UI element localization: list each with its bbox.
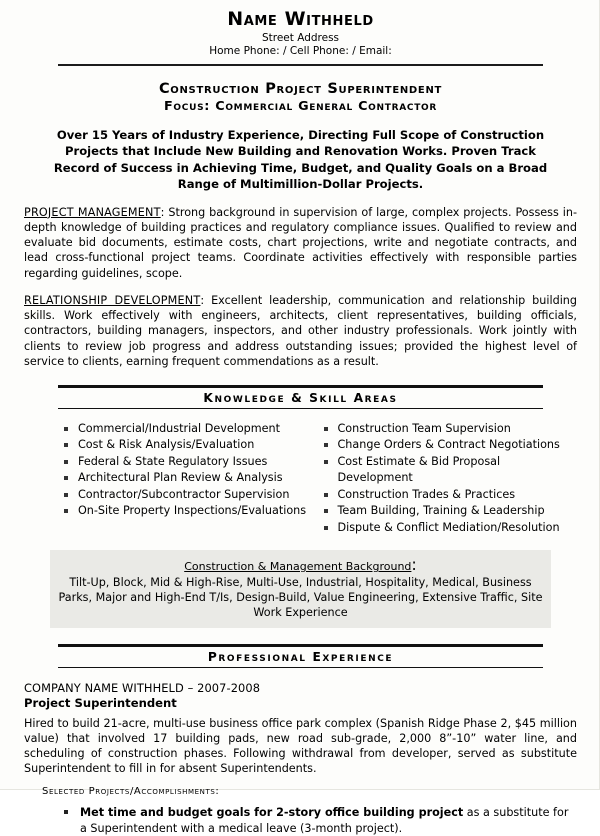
list-item: Cost Estimate & Bid Proposal Development bbox=[318, 454, 568, 487]
selected-projects-label: Selected Projects/Accomplishments: bbox=[24, 786, 577, 797]
list-item: Commercial/Industrial Development bbox=[58, 421, 308, 437]
section-header-band bbox=[58, 644, 543, 668]
accomplishment-highlight: Met time and budget goals for 2-story office building project bbox=[80, 806, 463, 819]
section-title: Professional Experience bbox=[58, 650, 543, 664]
summary-statement: Over 15 Years of Industry Experience, Directing Full Scope of Construction Projects that Include New Building and Renovation Works. Proven Track Record of Success in Achieving Time, Budget, and Quality Goals on a Broad Range of Multimillion-Dollar Projects. bbox=[42, 127, 559, 193]
job-description: Hired to build 21-acre, multi-use business office park complex (Spanish Ridge Phase 2, $45 million value) that involved 17 building pads, new road sub-grade, 2,000 8”-10” water line, and scheduling of construction phases. Following withdrawal from developer, served as substitute Superintendent to fill in for absent Superintendents. bbox=[24, 716, 577, 777]
job-title: Project Superintendent bbox=[24, 696, 577, 710]
section-title: Knowledge & Skill Areas bbox=[58, 391, 543, 405]
background-box-title: Construction & Management Background bbox=[184, 560, 411, 573]
accomplishments-list bbox=[24, 805, 577, 836]
skills-columns bbox=[24, 421, 577, 536]
company-name-and-dates: COMPANY NAME WITHHELD – 2007-2008 bbox=[24, 681, 577, 695]
list-item bbox=[60, 805, 577, 836]
paragraph-project-management bbox=[24, 205, 577, 281]
background-box-heading bbox=[58, 555, 543, 574]
background-box-colon: : bbox=[411, 555, 416, 574]
list-item: Architectural Plan Review & Analysis bbox=[58, 470, 308, 486]
list-item: Contractor/Subcontractor Supervision bbox=[58, 487, 308, 503]
skills-column-right bbox=[308, 421, 568, 536]
list-item: Federal & State Regulatory Issues bbox=[58, 454, 308, 470]
resume-header bbox=[24, 9, 577, 66]
paragraph-lead-label: RELATIONSHIP DEVELOPMENT bbox=[24, 294, 200, 307]
paragraph-relationship-development bbox=[24, 293, 577, 369]
list-item: Change Orders & Contract Negotiations bbox=[318, 437, 568, 453]
list-item: On-Site Property Inspections/Evaluations bbox=[58, 503, 308, 519]
list-item: Construction Trades & Practices bbox=[318, 487, 568, 503]
headline-block bbox=[24, 81, 577, 114]
construction-background-box bbox=[50, 550, 551, 627]
candidate-name: Name Withheld bbox=[24, 9, 577, 31]
background-box-body: Tilt-Up, Block, Mid & High-Rise, Multi-Use, Industrial, Hospitality, Medical, Business Parks, Major and High-End T/Is, Design-Build, Value Engineering, Extensive Traffic, Site Work Experience bbox=[58, 575, 543, 620]
list-item: Cost & Risk Analysis/Evaluation bbox=[58, 437, 308, 453]
section-professional-experience bbox=[24, 644, 577, 836]
list-item: Dispute & Conflict Mediation/Resolution bbox=[318, 520, 568, 536]
header-divider bbox=[58, 64, 543, 66]
accomplishment-detail: as a substitute for a Superintendent with a medical leave (3-month project). bbox=[80, 806, 568, 834]
paragraph-lead-label: PROJECT MANAGEMENT bbox=[24, 206, 161, 219]
section-header-band bbox=[58, 385, 543, 409]
street-address: Street Address bbox=[24, 32, 577, 44]
list-item: Team Building, Training & Leadership bbox=[318, 503, 568, 519]
paragraph-body: : Excellent leadership, communication and relationship building skills. Work effectively with engineers, architects, client representatives, building officials, contractors, building managers, inspectors, and other industry professionals. Work jointly with clients to review job progress and address outstanding issues; provided the highest level of service to clients, earning frequent commendations as a result. bbox=[24, 294, 577, 368]
contact-line: Home Phone: / Cell Phone: / Email: bbox=[24, 45, 577, 57]
target-title: Construction Project Superintendent bbox=[24, 81, 577, 97]
list-item: Construction Team Supervision bbox=[318, 421, 568, 437]
skills-column-left bbox=[58, 421, 308, 536]
resume-content bbox=[24, 0, 577, 836]
section-knowledge-skill-areas bbox=[24, 385, 577, 628]
target-focus: Focus: Commercial General Contractor bbox=[24, 99, 577, 114]
paragraph-body: : Strong background in supervision of large, complex projects. Possess in-depth knowledge of building practices and regulatory compliance issues. Qualified to review and evaluate bid documents, estimate costs, chart projections, write and negotiate contracts, and lead cross-functional project teams. Coordinate activities effectively with responsible parties regarding guidelines, scope. bbox=[24, 206, 577, 280]
